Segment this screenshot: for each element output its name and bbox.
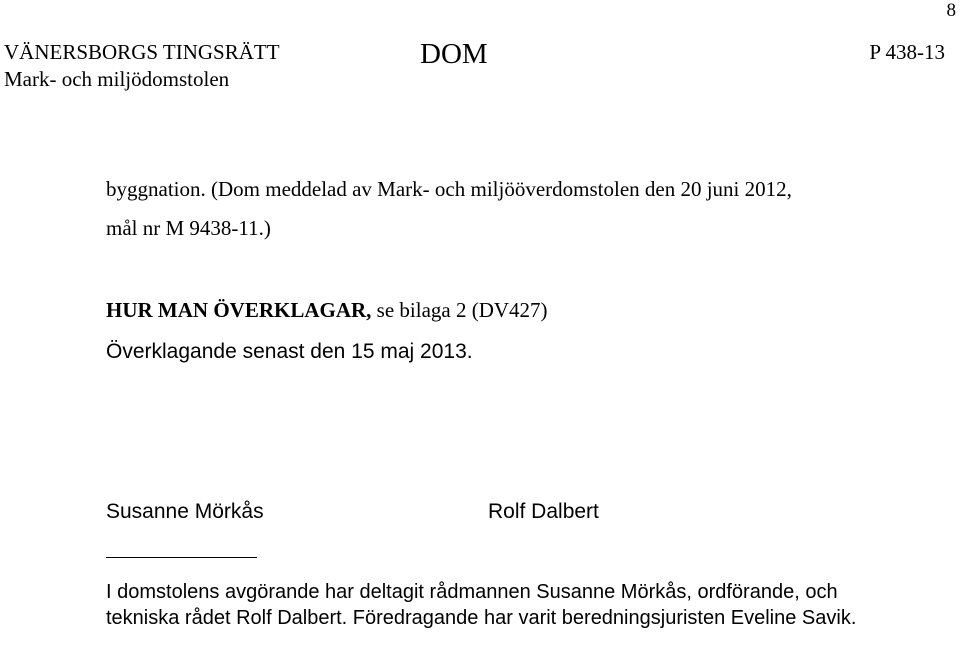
page-number: 8 xyxy=(946,0,956,21)
separator-line xyxy=(106,557,257,558)
footer-note: I domstolens avgörande har deltagit rådmannen Susanne Mörkås, ordförande, och tekniska rådet Rolf Dalbert. Föredragande har varit beredningsjuristen Eveline Savik. xyxy=(106,581,857,629)
appeal-instructions xyxy=(106,298,548,323)
appeal-text: se bilaga 2 (DV427) xyxy=(371,298,548,322)
body-line-1: byggnation. (Dom meddelad av Mark- och miljööverdomstolen den 20 juni 2012, xyxy=(106,177,792,201)
document-type: DOM xyxy=(420,38,488,70)
body-line-2: mål nr M 9438-11.) xyxy=(106,216,271,240)
signature-judge-2: Rolf Dalbert xyxy=(488,500,599,523)
signature-judge-1: Susanne Mörkås xyxy=(106,500,264,523)
appeal-deadline: Överklagande senast den 15 maj 2013. xyxy=(106,340,473,363)
court-name: VÄNERSBORGS TINGSRÄTT xyxy=(4,40,280,64)
court-division: Mark- och miljödomstolen xyxy=(4,67,230,91)
appeal-heading: HUR MAN ÖVERKLAGAR, xyxy=(106,298,372,322)
case-number: P 438-13 xyxy=(869,40,945,64)
